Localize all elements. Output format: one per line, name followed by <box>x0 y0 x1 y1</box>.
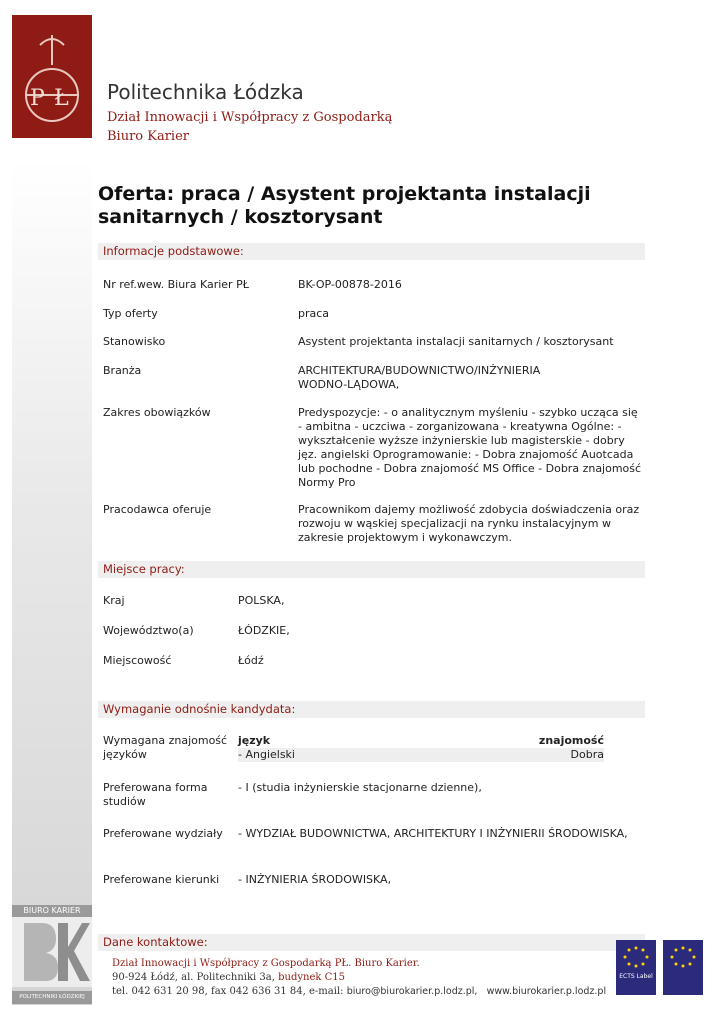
row-label: Preferowana forma studiów <box>103 781 208 808</box>
footer-phone: tel. 042 631 20 98, fax 042 636 31 84, e-mail: <box>112 986 344 997</box>
unit-name: Biuro Karier <box>107 129 189 144</box>
language-column-header: język <box>238 734 271 747</box>
row-value: - WYDZIAŁ BUDOWNICTWA, ARCHITEKTURY I INŻYNIERII ŚRODOWISKA, <box>238 827 628 840</box>
row-value: - INŻYNIERIA ŚRODOWISKA, <box>238 873 392 886</box>
footer-contact <box>112 985 606 999</box>
bk-logo-top-text: BIURO KARIER <box>12 905 92 917</box>
row-label: Stanowisko <box>103 335 166 348</box>
level-column-header: znajomość <box>538 734 604 747</box>
row-label: Pracodawca oferuje <box>103 503 212 516</box>
row-value: Asystent projektanta instalacji sanitarnych / kosztorysant <box>298 335 614 348</box>
row-value: BK-OP-00878-2016 <box>298 278 402 291</box>
row-label: Miejscowość <box>103 654 172 667</box>
row-label: Preferowane kierunki <box>103 873 220 886</box>
footer-email-link[interactable]: biuro@biurokarier.p.lodz.pl, <box>346 986 478 997</box>
eu-stars-icon <box>663 940 703 995</box>
section-contact-heading: Dane kontaktowe: <box>98 934 645 951</box>
section-requirements-heading: Wymaganie odnośnie kandydata: <box>98 701 645 718</box>
footer-line1: Dział Innowacji i Współpracy z Gospodarką PŁ. Biuro Karier. <box>112 958 420 969</box>
department-name: Dział Innowacji i Współpracy z Gospodarką <box>107 110 393 125</box>
language-value: - Angielski <box>238 748 295 761</box>
table-row <box>238 748 604 762</box>
level-value: Dobra <box>570 748 604 761</box>
row-label: Typ oferty <box>103 307 158 320</box>
row-value: Pracownikom dajemy możliwość zdobycia doświadczenia oraz rozwoju w wąskiej specjalizacji na rynku instalacyjnym w zakresie projektowym i wykonawczym. <box>298 503 640 544</box>
footer-address-text: 90-924 Łódź, al. Politechniki 3a, <box>112 972 275 983</box>
university-logo <box>12 15 92 138</box>
section-basic-heading: Informacje podstawowe: <box>98 243 645 260</box>
ects-label-badge <box>616 940 656 995</box>
offer-title: Oferta: praca / Asystent projektanta instalacji sanitarnych / kosztorysant <box>98 183 591 228</box>
section-location-heading: Miejsce pracy: <box>98 561 645 578</box>
row-value: praca <box>298 307 330 320</box>
row-label: Województwo(a) <box>103 624 194 637</box>
svg-text:P: P <box>30 86 45 111</box>
row-value: Predyspozycje: - o analitycznym myśleniu - szybko ucząca się - ambitna - uczciwa - zorganizowana - kreatywna Ogólne: - wykształcenie wyższe inżynierskie lub magisterskie - dobry jęz. angielski Oprogramowanie: - Dobra znajomość Auotcada lub pochodne - Dobra znajomość MS Office - Dobra znajomość Normy Pro <box>298 406 642 489</box>
row-value: POLSKA, <box>238 594 285 607</box>
eu-stars-icon <box>616 940 656 995</box>
logo-emblem-icon <box>12 15 92 138</box>
row-label: Branża <box>103 364 142 377</box>
biuro-karier-logo <box>12 905 92 1000</box>
languages-table-header <box>238 734 604 748</box>
row-value: ŁÓDZKIE, <box>238 624 290 637</box>
diploma-supplement-badge <box>663 940 703 995</box>
svg-text:Ł: Ł <box>54 86 69 111</box>
row-value: ARCHITEKTURA/BUDOWNICTWO/INŻYNIERIA WODNO-LĄDOWA, <box>298 364 541 391</box>
row-label: Kraj <box>103 594 125 607</box>
languages-label: Wymagana znajomość języków <box>103 734 228 761</box>
row-value: - I (studia inżynierskie stacjonarne dzienne), <box>238 781 482 794</box>
row-value: Łódź <box>238 654 264 667</box>
row-label: Zakres obowiązków <box>103 406 211 419</box>
footer-building: budynek C15 <box>278 972 345 983</box>
ects-label-text: ECTS Label <box>619 973 653 980</box>
row-label: Preferowane wydziały <box>103 827 223 840</box>
sidebar-gradient <box>12 160 92 1005</box>
bk-letters-icon <box>12 917 92 987</box>
footer-website-link[interactable]: www.biurokarier.p.lodz.pl <box>486 986 607 997</box>
row-label: Nr ref.wew. Biura Karier PŁ <box>103 278 249 291</box>
footer-address <box>112 971 345 985</box>
university-name: Politechnika Łódzka <box>107 80 304 104</box>
bk-logo-bottom-text: POLITECHNIKI ŁÓDZKIEJ <box>12 991 92 1004</box>
